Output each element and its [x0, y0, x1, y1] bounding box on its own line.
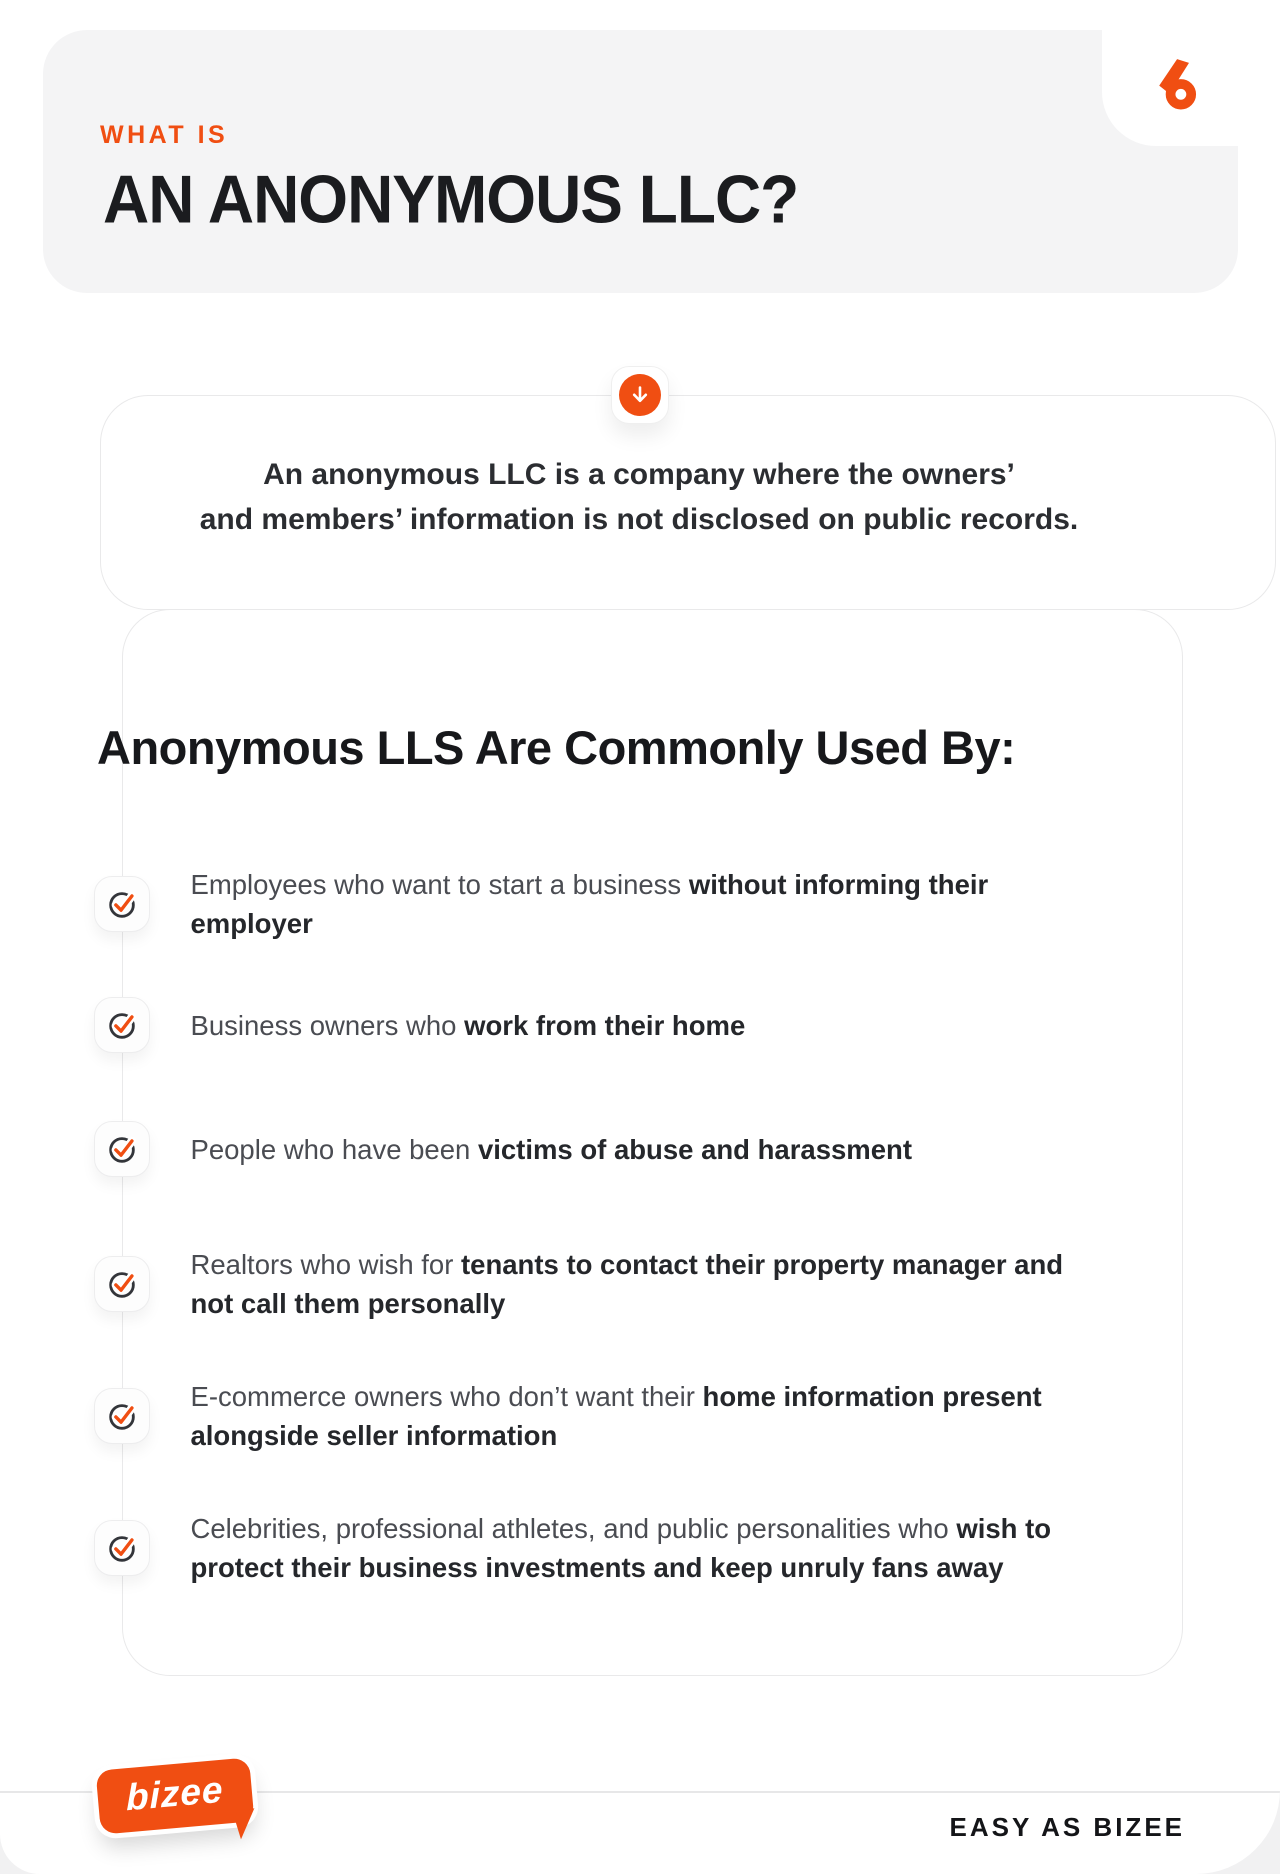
- item-text-normal: Realtors who wish for: [190, 1249, 462, 1280]
- item-text-normal: Employees who want to start a business: [190, 869, 689, 900]
- list-item: [123, 865, 1182, 943]
- bizee-logo-text: bizee: [125, 1768, 224, 1818]
- item-text-bold: without informing their employer: [190, 869, 989, 939]
- down-arrow-icon: [619, 374, 661, 416]
- list-item: [123, 1377, 1182, 1455]
- use-cases-list: [123, 865, 1182, 1587]
- item-text-bold: tenants to contact their property manager and not call them personally: [190, 1249, 1064, 1319]
- circle-check-icon: [94, 1121, 150, 1177]
- list-item: [123, 997, 1182, 1053]
- list-item: [123, 1509, 1182, 1587]
- list-item-text: [191, 1130, 913, 1169]
- footer-tagline: EASY AS BIZEE: [949, 1812, 1185, 1842]
- list-item-text: [191, 1245, 1086, 1323]
- use-cases-panel: [97, 609, 1183, 1676]
- header-panel: [43, 30, 1238, 293]
- header-logo-notch: [1102, 30, 1238, 146]
- item-text-normal: Celebrities, professional athletes, and public personalities who: [190, 1513, 957, 1544]
- list-item-text: [191, 865, 1086, 943]
- bizee-logo: [96, 1757, 255, 1834]
- list-item: [123, 1121, 1182, 1177]
- item-text-bold: work from their home: [464, 1009, 746, 1041]
- item-text-normal: E-commerce owners who don’t want their: [190, 1381, 703, 1412]
- item-text-bold: victims of abuse and harassment: [477, 1133, 912, 1165]
- circle-check-icon: [94, 997, 150, 1053]
- section-heading: Anonymous LLS Are Commonly Used By:: [97, 721, 1016, 774]
- circle-check-icon: [94, 1520, 150, 1576]
- circle-check-icon: [94, 1256, 150, 1312]
- down-arrow-badge: [611, 366, 669, 424]
- item-text-normal: Business owners who: [190, 1009, 465, 1041]
- list-item-text: [191, 1509, 1086, 1587]
- circle-check-icon: [94, 876, 150, 932]
- bizee-b-icon: [1154, 58, 1198, 110]
- definition-text: [101, 396, 1275, 542]
- header-eyebrow: WHAT IS: [100, 121, 229, 149]
- item-text-normal: People who have been: [190, 1133, 478, 1165]
- item-text-bold: wish to protect their business investments and keep unruly fans away: [190, 1513, 1052, 1583]
- definition-callout: [100, 395, 1276, 610]
- item-text-bold: home information present alongside seller information: [190, 1381, 1042, 1451]
- page-title: AN ANONYMOUS LLC?: [103, 161, 799, 238]
- bizee-logo-tail: [233, 1808, 262, 1839]
- list-item: [123, 1245, 1182, 1323]
- list-item-text: [191, 1006, 746, 1045]
- list-item-text: [191, 1377, 1086, 1455]
- circle-check-icon: [94, 1388, 150, 1444]
- definition-line-2: and members’ information is not disclosed on public records.: [199, 503, 1079, 536]
- definition-line-1: An anonymous LLC is a company where the owners’: [263, 458, 1015, 491]
